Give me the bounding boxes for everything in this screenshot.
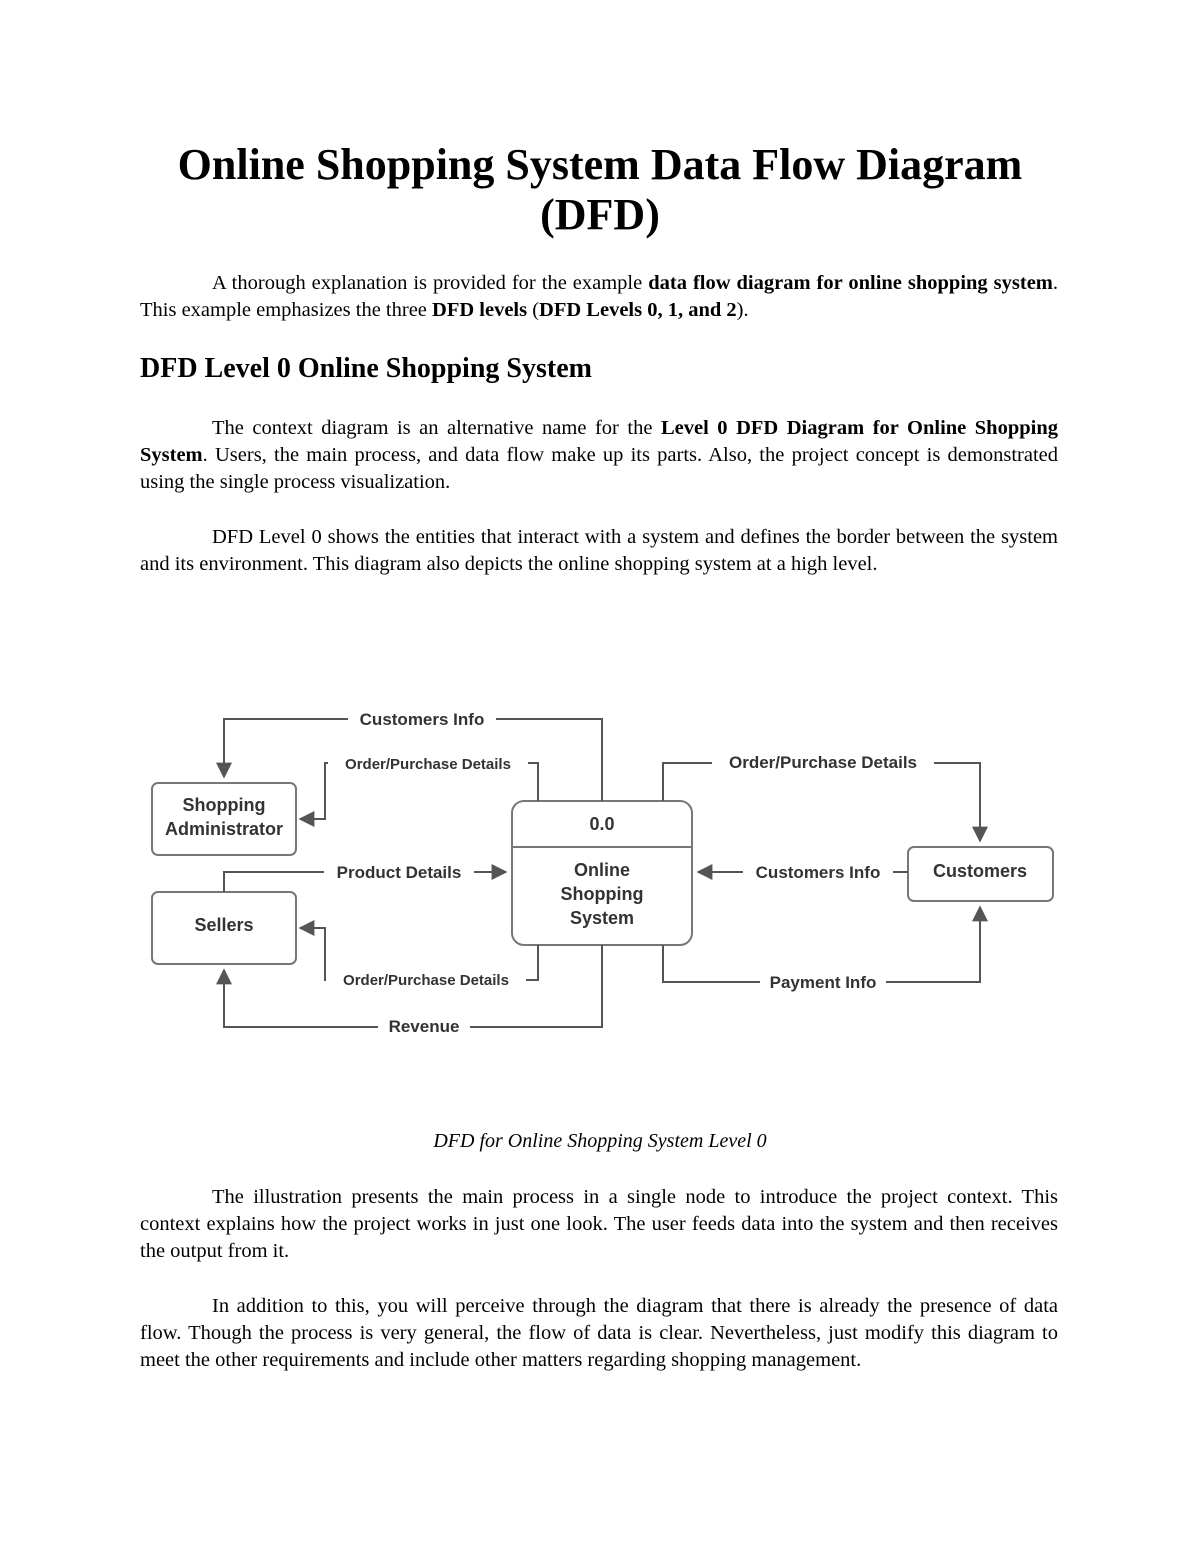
sellers-label: Sellers bbox=[194, 915, 254, 935]
document-title bbox=[140, 140, 1060, 240]
flow-label-order-details-customers: Order/Purchase Details bbox=[728, 753, 918, 772]
para1-bold: Level 0 DFD Diagram for Online Shopping System bbox=[140, 417, 1058, 466]
flow-payment-info bbox=[663, 907, 980, 982]
paragraph-2: DFD Level 0 shows the entities that interact with a system and defines the border between the system and its environment. This diagram also depicts the online shopping system at a high level. bbox=[140, 526, 1058, 575]
flow-order-details-customers bbox=[663, 763, 980, 841]
paragraph-1 bbox=[140, 415, 1058, 496]
flow-label-customers-info-right: Customers Info bbox=[755, 863, 881, 882]
para1-text: The context diagram is an alternative name for the bbox=[212, 417, 661, 439]
title-line-2: (DFD) bbox=[540, 190, 660, 239]
figure-caption: DFD for Online Shopping System Level 0 bbox=[433, 1130, 767, 1152]
intro-text: ( bbox=[527, 299, 540, 321]
process-label-2: Shopping bbox=[560, 884, 644, 904]
intro-text: A thorough explanation is provided for the example bbox=[212, 272, 649, 294]
intro-bold-levels: DFD levels bbox=[432, 299, 528, 321]
intro-bold-levels-list: DFD Levels 0, 1, and 2 bbox=[539, 299, 737, 321]
section-heading: DFD Level 0 Online Shopping System bbox=[140, 353, 592, 384]
flow-label-revenue: Revenue bbox=[388, 1017, 460, 1036]
intro-bold-dfd: data flow diagram for online shopping system bbox=[648, 272, 1053, 294]
process-label-3: System bbox=[569, 908, 635, 928]
dfd-level-0-diagram bbox=[140, 630, 1060, 1120]
flow-label-order-details-sellers: Order/Purchase Details bbox=[343, 972, 509, 989]
process-label-1: Online bbox=[573, 860, 631, 880]
shopping-administrator-label-1: Shopping bbox=[182, 795, 266, 815]
paragraph-4: In addition to this, you will perceive through the diagram that there is already the presence of data flow. Though the process is very general, the flow of data is clear. Nevertheless, just modify this diagram to meet the other requirements and include other matters regarding shopping management. bbox=[140, 1295, 1058, 1371]
shopping-administrator-label-2: Administrator bbox=[164, 819, 284, 839]
flow-label-order-details-admin: Order/Purchase Details bbox=[345, 756, 511, 773]
flow-label-customers-info-top: Customers Info bbox=[359, 710, 485, 729]
para1-text: . Users, the main process, and data flow make up its parts. Also, the project concept is demonstrated using the single process visualization. bbox=[140, 444, 1058, 493]
process-id: 0.0 bbox=[589, 814, 615, 834]
paragraph-3: The illustration presents the main process in a single node to introduce the project context. This context explains how the project works in just one look. The user feeds data into the system and then receives the output from it. bbox=[140, 1186, 1058, 1262]
title-line-1: Online Shopping System Data Flow Diagram bbox=[177, 140, 1023, 189]
intro-text: ). bbox=[736, 299, 749, 321]
flow-label-payment-info: Payment Info bbox=[769, 973, 877, 992]
intro-text: . This example emphasizes the three bbox=[140, 272, 1058, 321]
flow-label-product-details: Product Details bbox=[336, 863, 462, 882]
customers-label: Customers bbox=[932, 861, 1028, 881]
intro-paragraph bbox=[140, 270, 1058, 324]
